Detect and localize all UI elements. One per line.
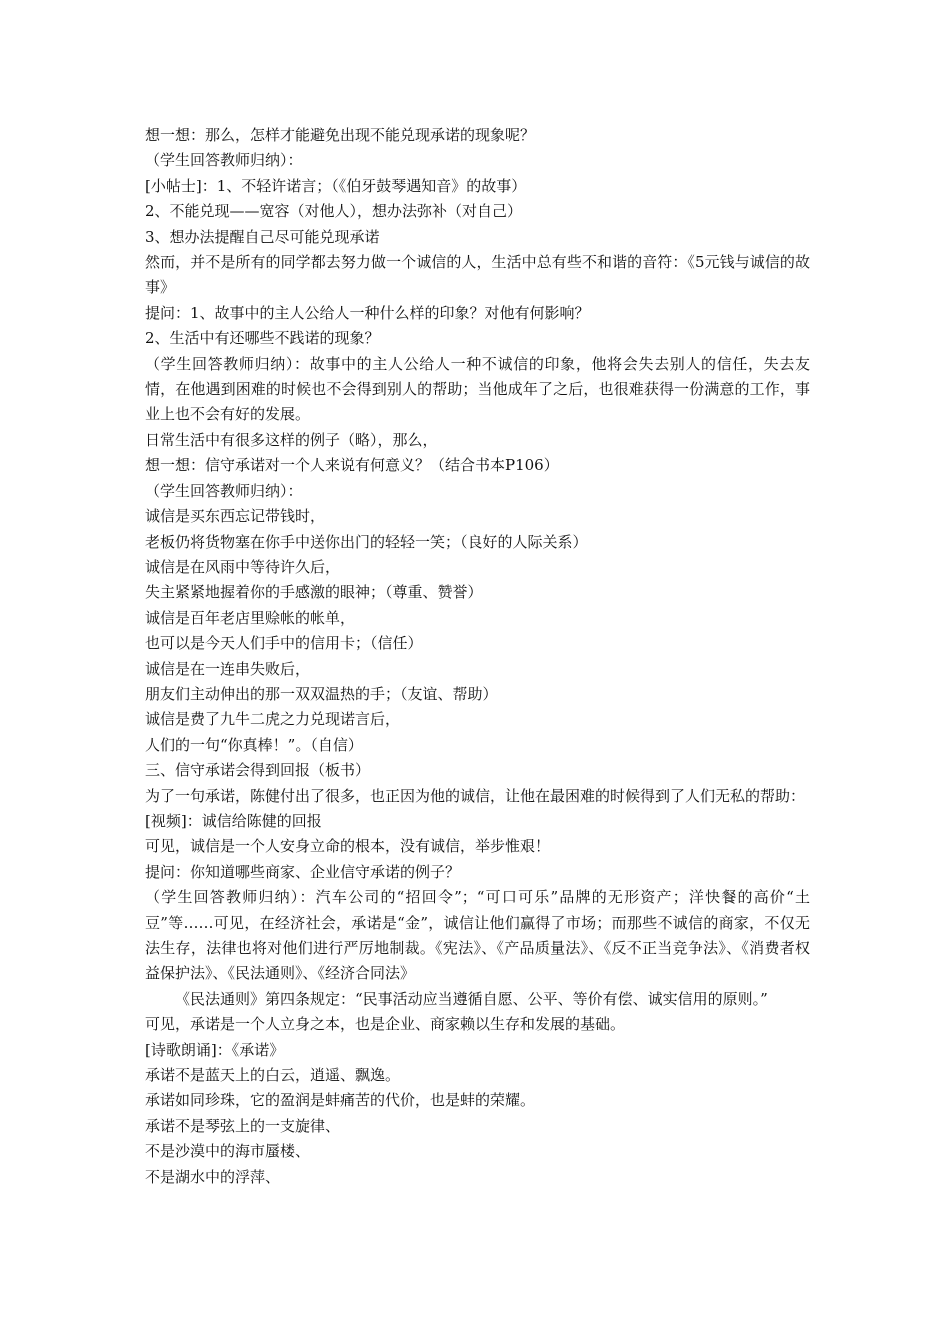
student-answer-label: （学生回答教师归纳）： (145, 151, 303, 170)
integrity-line-5: 诚信是百年老店里赊帐的帐单， (145, 608, 356, 627)
section-heading-3: 三、信守承诺会得到回报（板书） (145, 761, 371, 780)
integrity-line-3: 诚信是在风雨中等待许久后， (145, 557, 341, 576)
poem-line-3: 承诺不是琴弦上的一支旋律、 (145, 1116, 341, 1135)
poem-line-1: 承诺不是蓝天上的白云，逍遥、飘逸。 (145, 1066, 401, 1085)
question-business-examples: 提问：你知道哪些商家、企业信守承诺的例子？ (145, 862, 461, 881)
poem-line-2: 承诺如同珍珠，它的盈润是蚌痛苦的代价，也是蚌的荣耀。 (145, 1091, 536, 1110)
student-answer-label-2: （学生回答教师归纳）： (145, 481, 303, 500)
video-label: [视频]：诚信给陈健的回报 (145, 811, 322, 830)
integrity-line-8: 朋友们主动伸出的那一双双温热的手；（友谊、帮助） (145, 684, 498, 703)
integrity-line-4: 失主紧紧地握着你的手感激的眼神；（尊重、赞誉） (145, 583, 483, 602)
question-story-impression: 提问：1、故事中的主人公给人一种什么样的印象？对他有何影响？ (145, 303, 590, 322)
integrity-line-10: 人们的一句“你真棒！”。（自信） (145, 735, 363, 754)
tip-item-3: 3、想办法提醒自己尽可能兑现承诺 (145, 227, 380, 246)
poem-line-5: 不是湖水中的浮萍、 (145, 1167, 281, 1186)
integrity-line-2: 老板仍将货物塞在你手中送你出门的轻轻一笑；（良好的人际关系） (145, 532, 588, 551)
answer-story-paragraph: （学生回答教师归纳）：故事中的主人公给人一种不诚信的印象，他将会失去别人的信任，失去友情，在他遇到困难的时候也不会得到别人的帮助；当他成年了之后，也很难获得一份满意的工作，事业上也不会有好的发展。 (145, 354, 810, 424)
tip-item-1: [小帖士]：1、不轻许诺言；（《伯牙鼓琴遇知音》的故事） (145, 176, 527, 195)
integrity-line-6: 也可以是今天人们手中的信用卡；（信任） (145, 634, 423, 653)
story-intro-paragraph: 然而，并不是所有的同学都去努力做一个诚信的人，生活中总有些不和谐的音符：《5元钱与诚信的故事》 (145, 253, 810, 297)
daily-examples-line: 日常生活中有很多这样的例子（略），那么， (145, 430, 438, 449)
answer-business-paragraph: （学生回答教师归纳）：汽车公司的“招回令”；“可口可乐”品牌的无形资产；洋快餐的高价“土豆”等……可见，在经济社会，承诺是“金”，诚信让他们赢得了市场；而那些不诚信的商家，不仅无法生存，法律也将对他们进行严厉地制裁。《宪法》、《产品质量法》、《反不正当竞争法》、《消费者权益保护法》、《民法通则》、《经济合同法》 (145, 888, 810, 983)
document-page (145, 123, 810, 1190)
poem-line-4: 不是沙漠中的海市蜃楼、 (145, 1142, 311, 1161)
conclusion-integrity-foundation: 可见，诚信是一个人安身立命的根本，没有诚信，举步惟艰！ (145, 837, 551, 856)
civil-law-quote: 《民法通则》第四条规定：“民事活动应当遵循自愿、公平、等价有偿、诚实信用的原则。” (175, 989, 768, 1008)
question-think-avoid: 想一想：那么，怎样才能避免出现不能兑现承诺的现象呢？ (145, 126, 536, 144)
integrity-line-7: 诚信是在一连串失败后， (145, 659, 311, 678)
tip-item-2: 2、不能兑现——宽容（对他人），想办法弥补（对自己） (145, 202, 523, 221)
chen-jian-paragraph: 为了一句承诺，陈健付出了很多，也正因为他的诚信，让他在最困难的时候得到了人们无私的帮助： (145, 786, 806, 805)
question-meaning: 想一想：信守承诺对一个人来说有何意义？（结合书本P106） (145, 456, 559, 475)
question-broken-promises: 2、生活中有还哪些不践诺的现象？ (145, 329, 380, 348)
poem-title-label: [诗歌朗诵]：《承诺》 (145, 1040, 285, 1059)
conclusion-promise-foundation: 可见，承诺是一个人立身之本，也是企业、商家赖以生存和发展的基础。 (145, 1015, 626, 1034)
integrity-line-9: 诚信是费了九牛二虎之力兑现诺言后， (145, 710, 401, 729)
integrity-line-1: 诚信是买东西忘记带钱时， (145, 507, 326, 526)
